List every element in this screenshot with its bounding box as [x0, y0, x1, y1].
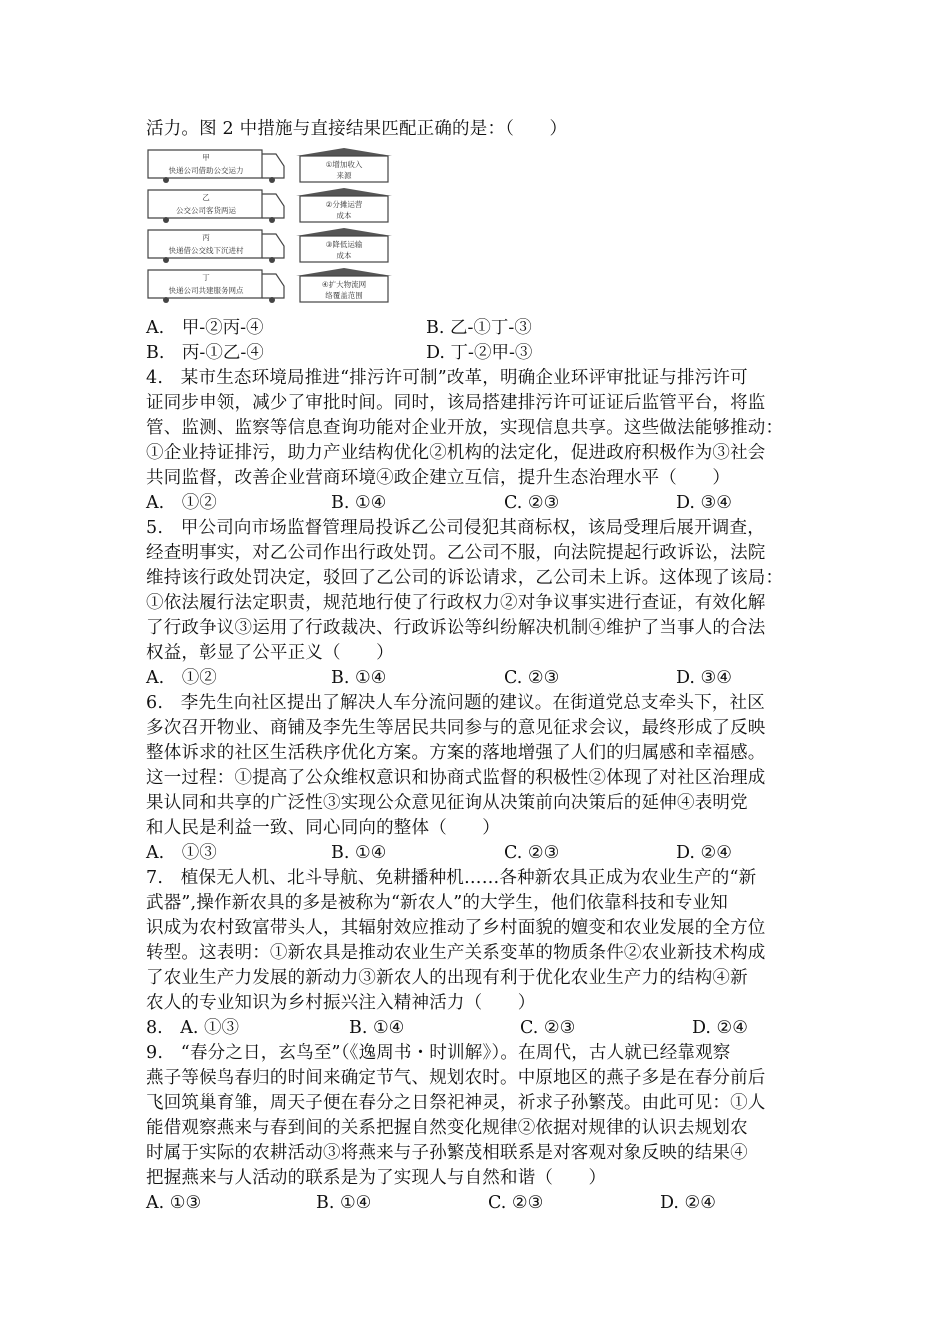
q7-line: 了农业生产力发展的新动力③新农人的出现有利于优化农业生产力的结构④新 — [146, 968, 748, 988]
q5-line: 经查明事实，对乙公司作出行政处罚。乙公司不服，向法院提起行政诉讼，法院 — [146, 543, 766, 563]
option[interactable]: C. ②③ — [488, 1193, 544, 1213]
option[interactable]: D. ③④ — [676, 668, 732, 688]
option[interactable]: B. ①④ — [316, 1193, 372, 1213]
option[interactable]: D. ②④ — [692, 1018, 748, 1038]
house-line2: 成本 — [336, 211, 352, 220]
truck-label: 乙 — [202, 193, 210, 202]
q6-line: 这一过程：①提高了公众维权意识和协商式监督的积极性②体现了对社区治理成 — [146, 768, 766, 788]
q7-line: 7. 植保无人机、北斗导航、免耕播种机……各种新农具正成为农业生产的“新 — [146, 868, 757, 888]
house-line2: 络覆盖范围 — [325, 291, 363, 300]
option[interactable]: A. 甲-②丙-④ — [146, 318, 264, 338]
option[interactable]: C. ②③ — [504, 843, 560, 863]
option[interactable]: B. ①④ — [331, 668, 387, 688]
house-2 — [296, 188, 392, 222]
q7-line: 识成为农村致富带头人，其辐射效应推动了乡村面貌的嬗变和农业发展的全方位 — [146, 918, 766, 938]
q6-line: 果认同和共享的广泛性③实现公众意见征询从决策前向决策后的延伸④表明党 — [146, 793, 748, 813]
q8-options — [146, 1016, 846, 1040]
truck-label: 甲 — [202, 153, 210, 162]
option[interactable]: D. 丁-②甲-③ — [426, 343, 533, 363]
option[interactable]: D. ②④ — [676, 843, 732, 863]
truck-bing — [148, 230, 284, 263]
q3-options-row-1 — [146, 316, 846, 340]
q6-line: 整体诉求的社区生活秩序优化方案。方案的落地增强了人们的归属感和幸福感。 — [146, 743, 766, 763]
option[interactable]: C. ②③ — [520, 1018, 576, 1038]
q7-line: 武器”,操作新农具的多是被称为“新农人”的大学生，他们依靠科技和专业知 — [146, 893, 728, 913]
q9-line: 时属于实际的农耕活动③将燕来与子孙繁茂相联系是对客观对象反映的结果④ — [146, 1143, 748, 1163]
option[interactable]: A. ①③ — [146, 843, 217, 863]
q5-line: 维持该行政处罚决定，驳回了乙公司的诉讼请求，乙公司未上诉。这体现了该局： — [146, 568, 784, 588]
q5-line: 了行政争议③运用了行政裁决、行政诉讼等纠纷解决机制④维护了当事人的合法 — [146, 618, 766, 638]
option[interactable]: D. ③④ — [676, 493, 732, 513]
house-line1: ③降低运输 — [325, 240, 363, 249]
q6-line: 多次召开物业、商铺及李先生等居民共同参与的意见征求会议，最终形成了反映 — [146, 718, 766, 738]
option[interactable]: 8. A. ①③ — [146, 1018, 239, 1038]
option[interactable]: A. ①② — [146, 668, 217, 688]
option[interactable]: A. ①② — [146, 493, 217, 513]
q6-line: 6. 李先生向社区提出了解决人车分流问题的建议。在街道党总支牵头下，社区 — [146, 693, 765, 713]
q9-options — [146, 1191, 846, 1215]
q9-line: 9. “春分之日，玄鸟至”（《逸周书・时训解》）。在周代，古人就已经靠观察 — [146, 1043, 731, 1063]
option[interactable]: C. ②③ — [504, 493, 560, 513]
q4-options — [146, 491, 846, 515]
option[interactable]: B. ①④ — [349, 1018, 405, 1038]
figure-2-trucks-houses — [144, 146, 396, 308]
truck-yi — [148, 190, 284, 223]
q4-line: 证同步申领，减少了审批时间。同时，该局搭建排污许可证证后监管平台，将监 — [146, 393, 766, 413]
house-line1: ④扩大物流网 — [321, 280, 367, 289]
truck-ding — [148, 270, 284, 303]
q4-line: ①企业持证排污，助力产业结构优化②机构的法定化，促进政府积极作为③社会 — [146, 443, 766, 463]
q5-line: 权益，彰显了公平正义（ ） — [146, 643, 394, 663]
q5-line: 5. 甲公司向市场监督管理局投诉乙公司侵犯其商标权，该局受理后展开调查， — [146, 518, 765, 538]
option[interactable]: D. ②④ — [660, 1193, 716, 1213]
house-3 — [296, 228, 392, 262]
option[interactable]: A. ①③ — [146, 1193, 202, 1213]
option[interactable]: B. ①④ — [331, 493, 387, 513]
q9-line: 飞回筑巢育雏，周天子便在春分之日祭祀神灵，祈求子孙繁茂。由此可见：①人 — [146, 1093, 766, 1113]
q6-line: 和人民是利益一致、同心同向的整体（ ） — [146, 818, 500, 838]
truck-text: 快递公司借助公交运力 — [168, 166, 244, 175]
truck-text: 快递公司共建服务网点 — [168, 286, 244, 295]
q9-line: 能借观察燕来与春到间的关系把握自然变化规律②依据对规律的认识去规划农 — [146, 1118, 748, 1138]
q9-line: 燕子等候鸟春归的时间来确定节气、规划农时。中原地区的燕子多是在春分前后 — [146, 1068, 766, 1088]
option[interactable]: B. 丙-①乙-④ — [146, 343, 264, 363]
house-line2: 来源 — [336, 171, 352, 180]
q4-line: 共同监督，改善企业营商环境④政企建立互信，提升生态治理水平（ ） — [146, 468, 731, 488]
q4-line: 管、监测、监察等信息查询功能对企业开放，实现信息共享。这些做法能够推动： — [146, 418, 784, 438]
truck-jia — [148, 150, 284, 183]
q4-line: 4. 某市生态环境局推进“排污许可制”改革，明确企业环评审批证与排污许可 — [146, 368, 748, 388]
q7-line: 农人的专业知识为乡村振兴注入精神活力（ ） — [146, 993, 536, 1013]
q3-options-row-2 — [146, 341, 846, 365]
truck-text: 快递借公交线下沉进村 — [168, 246, 244, 255]
q5-line: ①依法履行法定职责，规范地行使了行政权力②对争议事实进行查证，有效化解 — [146, 593, 766, 613]
house-line1: ②分摊运营 — [325, 200, 363, 209]
house-1 — [296, 148, 392, 182]
q9-line: 把握燕来与人活动的联系是为了实现人与自然和谐（ ） — [146, 1168, 607, 1188]
truck-label: 丁 — [202, 273, 210, 282]
q7-line: 转型。这表明：①新农具是推动农业生产关系变革的物质条件②农业新技术构成 — [146, 943, 766, 963]
house-4 — [296, 268, 392, 302]
question-3-stem: 活力。图 2 中措施与直接结果匹配正确的是：（ ） — [146, 119, 568, 139]
option[interactable]: C. ②③ — [504, 668, 560, 688]
option[interactable]: B. 乙-①丁-③ — [426, 318, 532, 338]
house-line1: ①增加收入 — [325, 160, 363, 169]
truck-text: 公交公司客货两运 — [176, 206, 236, 215]
truck-label: 丙 — [202, 233, 210, 242]
q5-options — [146, 666, 846, 690]
q6-options — [146, 841, 846, 865]
option[interactable]: B. ①④ — [331, 843, 387, 863]
house-line2: 成本 — [336, 251, 352, 260]
